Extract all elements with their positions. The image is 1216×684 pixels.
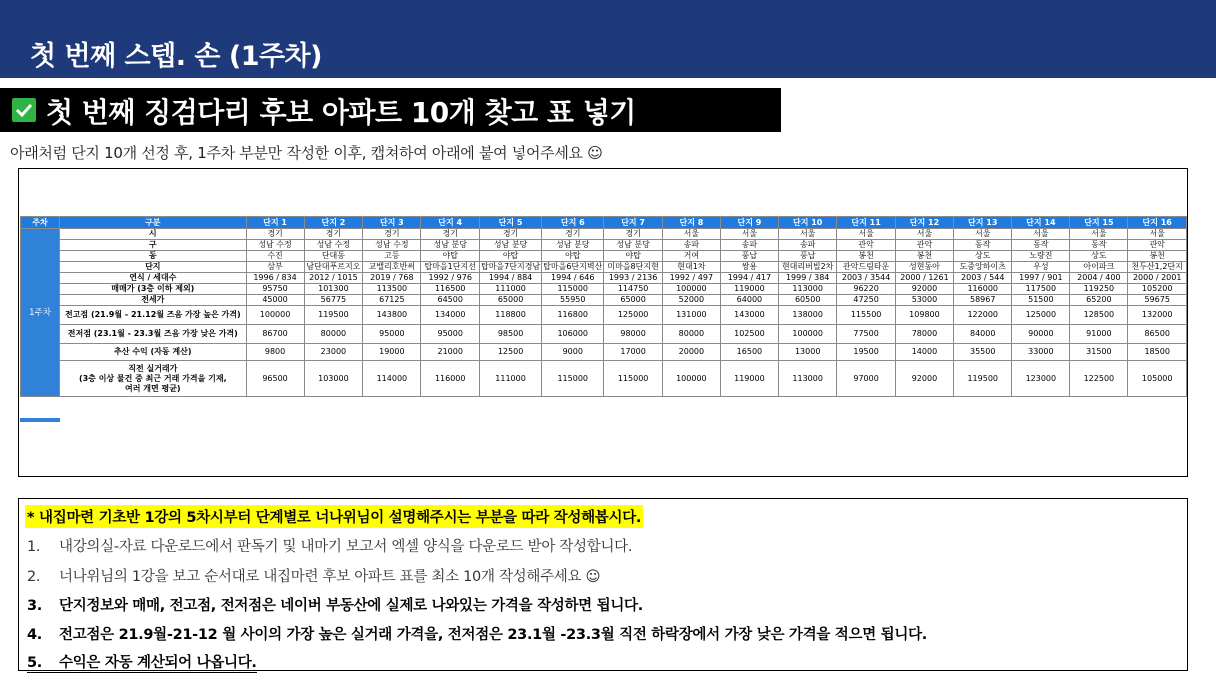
table-cell: 100000 [246, 306, 304, 325]
table-row [21, 361, 1187, 397]
table-cell: 55950 [542, 295, 604, 306]
table-cell: 111000 [479, 284, 541, 295]
table-cell: 58967 [954, 295, 1012, 306]
table-cell: 야탑 [479, 251, 541, 262]
table-cell: 서울 [954, 229, 1012, 240]
table-cell: 12500 [479, 344, 541, 361]
row-label-line: 여러 개면 평균) [124, 383, 181, 393]
table-cell: 80000 [304, 325, 363, 344]
row-label: 연식 / 세대수 [60, 273, 246, 284]
table-cell: 64500 [421, 295, 480, 306]
table-cell: 탑마을6단지벽산 [543, 262, 603, 271]
table-cell: 관악 [837, 240, 895, 251]
notes-box [18, 498, 1188, 671]
row-label: 전저점 (23.1월 - 23.3월 즈음 가장 낮은 가격) [60, 325, 246, 344]
table-cell: 19500 [837, 344, 895, 361]
row-label: 동 [60, 251, 246, 262]
table-cell: 동작 [954, 240, 1012, 251]
table-cell: 성남 분당 [604, 240, 663, 251]
table-cell: 105200 [1128, 284, 1187, 295]
table-cell: 47250 [837, 295, 895, 306]
table-row [21, 306, 1187, 325]
table-cell: 성남 수정 [304, 240, 363, 251]
note-item: 4. 전고점은 21.9월-21-12 월 사이의 가장 높은 실거래 가격을, 전저점은 23.1월 -23.3월 직전 하락장에서 가장 낮은 가격을 적으면 됩니다. [27, 627, 927, 643]
table-cell: 2012 / 1015 [304, 273, 363, 284]
table-cell: 116500 [421, 284, 480, 295]
table-cell: 125000 [604, 306, 663, 325]
table-cell: 103000 [304, 361, 363, 397]
table-cell: 114000 [363, 361, 421, 397]
table-cell: 9000 [542, 344, 604, 361]
table-cell: 118800 [479, 306, 541, 325]
table-cell: 거여 [662, 251, 720, 262]
row-label: 매매가 (3층 이하 제외) [60, 284, 246, 295]
table-cell: 91000 [1070, 325, 1128, 344]
row-label [60, 361, 246, 397]
table-cell: 92000 [895, 361, 953, 397]
table-cell: 95000 [421, 325, 480, 344]
table-cell: 131000 [662, 306, 720, 325]
table-cell: 동작 [1012, 240, 1070, 251]
week-header: 주차 [21, 217, 60, 229]
table-cell: 서울 [662, 229, 720, 240]
table-cell: 1996 / 834 [246, 273, 304, 284]
table-row [21, 284, 1187, 295]
table-cell: 95750 [246, 284, 304, 295]
table-cell: 1993 / 2136 [604, 273, 663, 284]
table-cell: 100000 [662, 284, 720, 295]
table-cell: 우성 [1012, 262, 1070, 273]
table-cell: 23000 [304, 344, 363, 361]
table-cell: 116000 [954, 284, 1012, 295]
table-cell: 성남 분당 [542, 240, 604, 251]
table-cell: 134000 [421, 306, 480, 325]
table-cell: 남단대푸르지오 [304, 262, 363, 273]
table-cell: 65200 [1070, 295, 1128, 306]
table-cell: 경기 [363, 229, 421, 240]
table-cell: 서울 [778, 229, 837, 240]
table-cell: 56775 [304, 295, 363, 306]
table-cell: 105000 [1128, 361, 1187, 397]
row-label: 전세가 [60, 295, 246, 306]
table-row [21, 273, 1187, 284]
table-cell: 관악 [895, 240, 953, 251]
table-cell: 128500 [1070, 306, 1128, 325]
table-cell: 97000 [837, 361, 895, 397]
table-cell: 서울 [895, 229, 953, 240]
table-cell: 9800 [246, 344, 304, 361]
table-cell: 1994 / 884 [479, 273, 541, 284]
table-cell: 1999 / 384 [778, 273, 837, 284]
row-label: 추산 수익 (자동 계산) [60, 344, 246, 361]
row-label-line: (3층 이상 물건 중 최근 거래 가격을 기재, [78, 373, 227, 383]
table-cell: 성남 분당 [479, 240, 541, 251]
table-cell: 경기 [304, 229, 363, 240]
table-cell: 138000 [778, 306, 837, 325]
table-cell: 성남 수정 [246, 240, 304, 251]
table-row [21, 229, 1187, 240]
table-cell: 96500 [246, 361, 304, 397]
table-cell: 45000 [246, 295, 304, 306]
table-cell: 1992 / 976 [421, 273, 480, 284]
table-cell: 123000 [1012, 361, 1070, 397]
table-cell: 132000 [1128, 306, 1187, 325]
table-cell: 송파 [720, 240, 778, 251]
table-cell: 77500 [837, 325, 895, 344]
table-cell: 동작 [1070, 240, 1128, 251]
table-cell: 84000 [954, 325, 1012, 344]
table-cell: 송파 [778, 240, 837, 251]
table-cell: 17000 [604, 344, 663, 361]
table-cell: 113000 [778, 284, 837, 295]
complex-header: 단지 3 [363, 217, 421, 229]
complex-header: 단지 13 [954, 217, 1012, 229]
complex-header: 단지 10 [778, 217, 837, 229]
table-cell: 풍납 [720, 251, 778, 262]
complex-header: 단지 5 [479, 217, 541, 229]
apartment-table [20, 216, 1187, 397]
table-cell: 탑마을1단지선 [421, 262, 480, 273]
table-cell: 119500 [304, 306, 363, 325]
table-cell: 64000 [720, 295, 778, 306]
table-cell: 단대동 [304, 251, 363, 262]
table-cell: 52000 [662, 295, 720, 306]
table-row [21, 251, 1187, 262]
table-row [21, 325, 1187, 344]
complex-header: 단지 1 [246, 217, 304, 229]
table-cell: 114750 [604, 284, 663, 295]
table-cell: 풍납 [778, 251, 837, 262]
table-cell: 92000 [895, 284, 953, 295]
table-cell: 성남 수정 [363, 240, 421, 251]
table-cell: 90000 [1012, 325, 1070, 344]
table-cell: 122000 [954, 306, 1012, 325]
table-cell: 65000 [604, 295, 663, 306]
note-item: 3. 단지정보와 매매, 전고점, 전저점은 네이버 부동산에 실제로 나와있는 가격을 작성하면 됩니다. [27, 598, 643, 614]
table-cell: 122500 [1070, 361, 1128, 397]
complex-header: 단지 14 [1012, 217, 1070, 229]
table-cell: 1997 / 901 [1012, 273, 1070, 284]
note-item: 5. 수익은 자동 계산되어 나옵니다. [27, 651, 257, 673]
row-label: 단지 [60, 262, 246, 273]
table-cell: 119000 [720, 361, 778, 397]
table-cell: 2000 / 1261 [895, 273, 953, 284]
table-cell: 쌍용 [720, 262, 778, 273]
row-label: 전고점 (21.9월 - 21.12월 즈음 가장 높은 가격) [60, 306, 246, 325]
section-header [0, 88, 781, 132]
table-cell: 119500 [954, 361, 1012, 397]
checkmark-icon [12, 98, 36, 122]
table-cell: 60500 [778, 295, 837, 306]
table-cell: 서울 [837, 229, 895, 240]
week-column-tail [20, 418, 60, 422]
table-cell: 2003 / 3544 [837, 273, 895, 284]
table-cell: 106000 [542, 325, 604, 344]
table-cell: 19000 [363, 344, 421, 361]
table-cell: 관악드림타운 [837, 262, 895, 273]
table-cell: 119000 [720, 284, 778, 295]
table-cell: 14000 [895, 344, 953, 361]
table-cell: 115000 [542, 284, 604, 295]
table-cell: 현대1차 [662, 262, 720, 273]
table-cell: 20000 [662, 344, 720, 361]
category-header: 구분 [60, 217, 246, 229]
page-title: 첫 번째 스텝. 손 (1주차) [30, 41, 322, 72]
table-cell: 80000 [662, 325, 720, 344]
table-cell: 경기 [421, 229, 480, 240]
table-cell: 고등 [363, 251, 421, 262]
complex-header: 단지 11 [837, 217, 895, 229]
complex-header: 단지 4 [421, 217, 480, 229]
table-cell: 98500 [479, 325, 541, 344]
table-cell: 113500 [363, 284, 421, 295]
table-cell: 도중앙하이츠 [954, 262, 1012, 273]
top-banner [0, 0, 1216, 78]
table-cell: 1994 / 646 [542, 273, 604, 284]
table-cell: 18500 [1128, 344, 1187, 361]
table-cell: 51500 [1012, 295, 1070, 306]
complex-header: 단지 15 [1070, 217, 1128, 229]
table-cell: 33000 [1012, 344, 1070, 361]
table-cell: 2003 / 544 [954, 273, 1012, 284]
table-cell: 경기 [246, 229, 304, 240]
table-cell: 115000 [542, 361, 604, 397]
table-cell: 삼부 [246, 262, 304, 273]
table-cell: 125000 [1012, 306, 1070, 325]
table-cell: 31500 [1070, 344, 1128, 361]
table-cell: 현대리버빌2차 [778, 262, 837, 273]
table-cell: 100000 [662, 361, 720, 397]
table-cell: 102500 [720, 325, 778, 344]
table-cell: 2019 / 768 [363, 273, 421, 284]
complex-header: 단지 7 [604, 217, 663, 229]
table-cell: 21000 [421, 344, 480, 361]
table-cell: 95000 [363, 325, 421, 344]
complex-header: 단지 6 [542, 217, 604, 229]
table-cell: 86500 [1128, 325, 1187, 344]
table-cell: 성남 분당 [421, 240, 480, 251]
table-header-row [21, 217, 1187, 229]
table-cell: 서울 [1070, 229, 1128, 240]
table-cell: 서울 [720, 229, 778, 240]
table-row [21, 240, 1187, 251]
table-cell: 1994 / 417 [720, 273, 778, 284]
table-cell: 경기 [604, 229, 663, 240]
table-cell: 천두산1,2단지 [1128, 262, 1187, 273]
table-cell: 78000 [895, 325, 953, 344]
table-cell: 65000 [479, 295, 541, 306]
table-cell: 109800 [895, 306, 953, 325]
row-label-line: 직전 실거래가 [128, 363, 178, 373]
table-cell: 116800 [542, 306, 604, 325]
table-cell: 100000 [778, 325, 837, 344]
table-cell: 봉천 [1128, 251, 1187, 262]
table-cell: 67125 [363, 295, 421, 306]
table-cell: 수진 [246, 251, 304, 262]
complex-header: 단지 16 [1128, 217, 1187, 229]
table-cell: 아이파크 [1070, 262, 1128, 273]
table-cell: 143000 [720, 306, 778, 325]
table-cell: 101300 [304, 284, 363, 295]
table-cell: 143800 [363, 306, 421, 325]
row-label: 구 [60, 240, 246, 251]
apartment-table-frame [18, 168, 1188, 477]
complex-header: 단지 9 [720, 217, 778, 229]
table-cell: 113000 [778, 361, 837, 397]
table-cell: 미마을8단지현 [604, 262, 663, 273]
table-cell: 경기 [542, 229, 604, 240]
table-cell: 98000 [604, 325, 663, 344]
table-cell: 115500 [837, 306, 895, 325]
table-cell: 116000 [421, 361, 480, 397]
table-cell: 상도 [954, 251, 1012, 262]
section-title: 첫 번째 징검다리 후보 아파트 10개 찾고 표 넣기 [46, 96, 636, 129]
table-cell: 35500 [954, 344, 1012, 361]
table-cell: 서울 [1012, 229, 1070, 240]
table-cell: 봉천 [837, 251, 895, 262]
table-cell: 야탑 [542, 251, 604, 262]
complex-header: 단지 12 [895, 217, 953, 229]
table-row [21, 344, 1187, 361]
table-cell: 13000 [778, 344, 837, 361]
complex-header: 단지 8 [662, 217, 720, 229]
table-cell: 관악 [1128, 240, 1187, 251]
table-cell: 송파 [662, 240, 720, 251]
instruction-text: 아래처럼 단지 10개 선정 후, 1주차 부분만 작성한 이후, 캡쳐하여 아래에 붙여 넣어주세요 ☺ [10, 144, 603, 162]
table-cell: 2000 / 2001 [1128, 273, 1187, 284]
table-cell: 96220 [837, 284, 895, 295]
table-cell: 111000 [479, 361, 541, 397]
table-cell: 59675 [1128, 295, 1187, 306]
note-item: 1. 내강의실-자료 다운로드에서 판독기 및 내마기 보고서 엑셀 양식을 다운로드 받아 작성합니다. [27, 539, 633, 555]
table-cell: 상도 [1070, 251, 1128, 262]
table-cell: 119250 [1070, 284, 1128, 295]
table-cell: 86700 [246, 325, 304, 344]
complex-header: 단지 2 [304, 217, 363, 229]
table-cell: 탑마을7단지경남 [480, 262, 541, 271]
row-label: 시 [60, 229, 246, 240]
table-cell: 경기 [479, 229, 541, 240]
table-cell: 교밸리호반써 [363, 262, 421, 273]
table-cell: 1992 / 497 [662, 273, 720, 284]
table-cell: 117500 [1012, 284, 1070, 295]
table-row [21, 295, 1187, 306]
table-cell: 115000 [604, 361, 663, 397]
notes-highlight: * 내집마련 기초반 1강의 5차시부터 단계별로 너나위님이 설명해주시는 부분을 따라 작성해봅시다. [25, 505, 643, 528]
note-item: 2. 너나위님의 1강을 보고 순서대로 내집마련 후보 아파트 표를 최소 10개 작성해주세요 ☺ [27, 569, 601, 585]
week-cell: 1주차 [21, 229, 60, 397]
table-cell: 봉천 [895, 251, 953, 262]
table-cell: 성현동아 [895, 262, 953, 273]
table-cell: 2004 / 400 [1070, 273, 1128, 284]
table-cell: 16500 [720, 344, 778, 361]
table-cell: 야탑 [421, 251, 480, 262]
table-cell: 야탑 [604, 251, 663, 262]
table-cell: 53000 [895, 295, 953, 306]
table-cell: 서울 [1128, 229, 1187, 240]
table-row [21, 262, 1187, 273]
table-cell: 노량진 [1012, 251, 1070, 262]
